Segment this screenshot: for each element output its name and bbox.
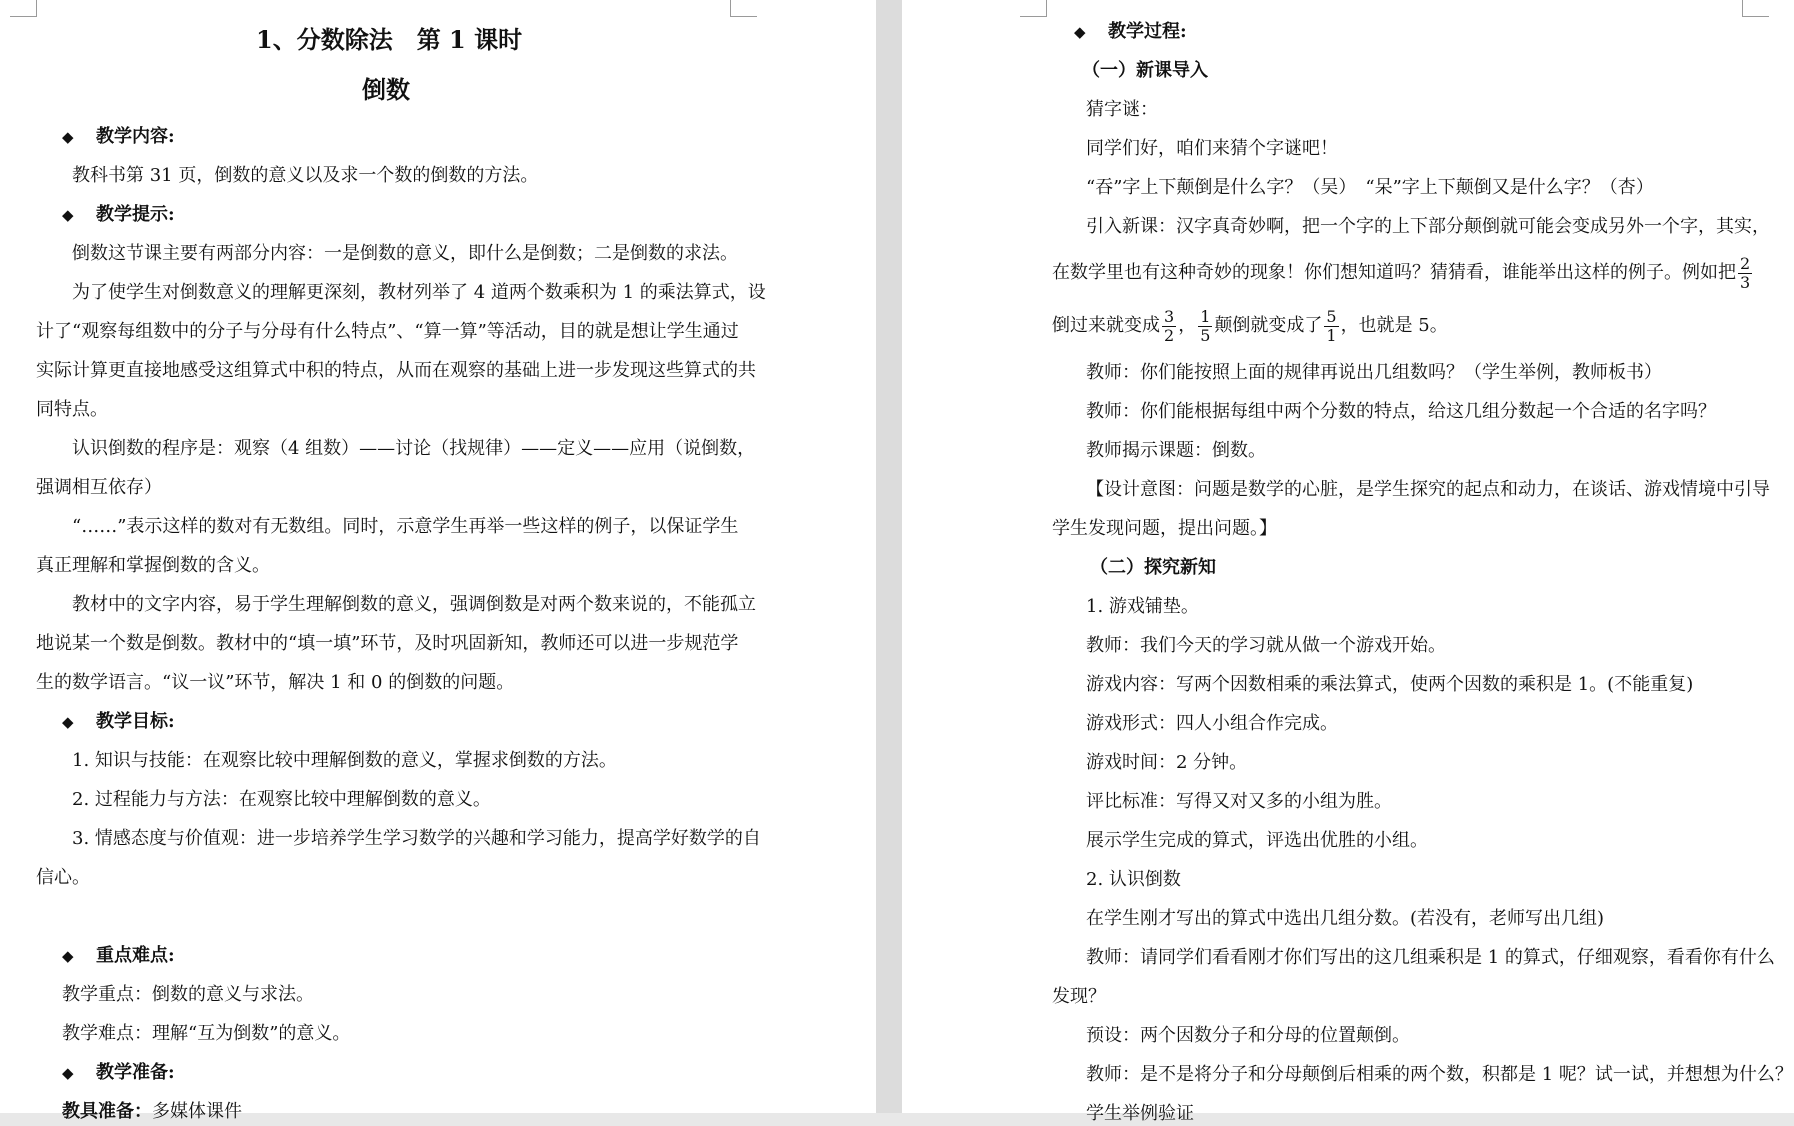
goal-item: 2. 过程能力与方法：在观察比较中理解倒数的意义。 — [72, 789, 491, 810]
paragraph: 发现？ — [1052, 986, 1106, 1007]
paragraph: 教师：你们能根据每组中两个分数的特点，给这几组分数起一个合适的名字吗？ — [1086, 401, 1716, 422]
paragraph: 预设：两个因数分子和分母的位置颠倒。 — [1086, 1025, 1410, 1046]
diamond-bullet-icon: ◆ — [62, 128, 74, 146]
paragraph: 为了使学生对倒数意义的理解更深刻，教材列举了 4 道两个数乘积为 1 的乘法算式，设 — [72, 282, 766, 303]
paragraph: 倒数这节课主要有两部分内容：一是倒数的意义，即什么是倒数；二是倒数的求法。 — [72, 243, 738, 264]
paragraph: 1. 游戏铺垫。 — [1086, 596, 1199, 617]
subsection-heading: （一）新课导入 — [1082, 60, 1208, 81]
left-page — [0, 0, 876, 1122]
paragraph: 游戏形式：四人小组合作完成。 — [1086, 713, 1338, 734]
paragraph: “吞”字上下颠倒是什么字？（吴） “呆”字上下颠倒又是什么字？（杏） — [1086, 177, 1654, 198]
section-heading-tips: ◆ 教学提示: — [62, 204, 175, 225]
goal-item: 1. 知识与技能：在观察比较中理解倒数的意义，掌握求倒数的方法。 — [72, 750, 617, 771]
goal-item: 信心。 — [36, 867, 90, 888]
paragraph: 评比标准：写得又对又多的小组为胜。 — [1086, 791, 1392, 812]
key-item: 教学重点：倒数的意义与求法。 — [62, 984, 314, 1005]
fraction: $\frac{3}{2}$ — [1164, 306, 1175, 345]
diamond-bullet-icon: ◆ — [62, 1064, 74, 1082]
paragraph: 同学们好，咱们来猜个字谜吧！ — [1086, 138, 1338, 159]
prep-item: 教具准备：多媒体课件 — [62, 1101, 242, 1122]
right-page — [902, 0, 1794, 1124]
paragraph: 实际计算更直接地感受这组算式中积的特点，从而在观察的基础上进一步发现这些算式的共 — [36, 360, 756, 381]
section-heading-content: ◆ 教学内容: — [62, 126, 175, 147]
paragraph: 教材中的文字内容，易于学生理解倒数的意义，强调倒数是对两个数来说的，不能孤立 — [72, 594, 756, 615]
paragraph: 强调相互依存） — [36, 477, 162, 498]
diamond-bullet-icon: ◆ — [62, 206, 74, 224]
paragraph: 教师：是不是将分子和分母颠倒后相乘的两个数，积都是 1 呢？试一试，并想想为什么？ — [1086, 1064, 1793, 1085]
paragraph: 教师：你们能按照上面的规律再说出几组数吗？（学生举例，教师板书） — [1086, 362, 1662, 383]
section-heading-process: ◆ 教学过程: — [1074, 21, 1187, 42]
paragraph: 教科书第 31 页，倒数的意义以及求一个数的倒数的方法。 — [72, 165, 539, 186]
paragraph: 教师揭示课题：倒数。 — [1086, 440, 1266, 461]
paragraph: 教师：请同学们看看刚才你们写出的这几组乘积是 1 的算式，仔细观察，看看你有什么 — [1086, 947, 1775, 968]
paragraph: 引入新课：汉字真奇妙啊，把一个字的上下部分颠倒就可能会变成另外一个字，其实， — [1086, 216, 1770, 237]
fraction: $\frac{5}{1}$ — [1326, 306, 1337, 345]
paragraph: 在学生刚才写出的算式中选出几组分数。(若没有，老师写出几组) — [1086, 908, 1605, 929]
page-gutter — [876, 0, 902, 1113]
section-heading-key: ◆ 重点难点: — [62, 945, 175, 966]
paragraph: 计了“观察每组数中的分子与分母有什么特点”、“算一算”等活动，目的就是想让学生通过 — [36, 321, 739, 342]
subsection-heading: （二）探究新知 — [1090, 557, 1216, 578]
diamond-bullet-icon: ◆ — [62, 947, 74, 965]
paragraph: 学生发现问题，提出问题。】 — [1052, 518, 1277, 539]
lesson-title: 1、分数除法 第 1 课时 — [256, 25, 523, 54]
paragraph: 真正理解和掌握倒数的含义。 — [36, 555, 270, 576]
diamond-bullet-icon: ◆ — [1074, 23, 1086, 41]
paragraph: 展示学生完成的算式，评选出优胜的小组。 — [1086, 830, 1428, 851]
paragraph: 【设计意图：问题是数学的心脏，是学生探究的起点和动力，在谈话、游戏情境中引导 — [1086, 479, 1770, 500]
paragraph: 学生举例验证 — [1086, 1103, 1194, 1124]
margin-corner-mark — [10, 0, 37, 17]
key-item: 教学难点：理解“互为倒数”的意义。 — [62, 1023, 351, 1044]
margin-corner-mark — [1742, 0, 1769, 17]
paragraph: 游戏时间：2 分钟。 — [1086, 752, 1248, 773]
paragraph: 游戏内容：写两个因数相乘的乘法算式，使两个因数的乘积是 1。(不能重复) — [1086, 674, 1694, 695]
paragraph: 教师：我们今天的学习就从做一个游戏开始。 — [1086, 635, 1446, 656]
goal-item: 3. 情感态度与价值观：进一步培养学生学习数学的兴趣和学习能力，提高学好数学的自 — [72, 828, 761, 849]
fraction: $\frac{1}{5}$ — [1200, 306, 1211, 345]
margin-corner-mark — [1020, 0, 1047, 17]
lesson-subtitle: 倒数 — [362, 75, 410, 104]
paragraph: 2. 认识倒数 — [1086, 869, 1181, 890]
paragraph-with-fraction: 在数学里也有这种奇妙的现象！你们想知道吗？猜猜看，谁能举出这样的例子。例如把 $\frac{2}{3}$ — [1052, 253, 1751, 292]
margin-corner-mark — [730, 0, 757, 17]
fraction: $\frac{2}{3}$ — [1740, 253, 1751, 292]
paragraph-with-fraction: 倒过来就变成 $\frac{3}{2}$ ， $\frac{1}{5}$ 颠倒就变成了 $\frac{5}{1}$ ，也就是 5。 — [1052, 306, 1448, 345]
section-heading-prep: ◆ 教学准备: — [62, 1062, 175, 1083]
paragraph: 同特点。 — [36, 399, 108, 420]
paragraph: 认识倒数的程序是：观察（4 组数）——讨论（找规律）——定义——应用（说倒数， — [72, 438, 756, 459]
paragraph: 生的数学语言。“议一议”环节，解决 1 和 0 的倒数的问题。 — [36, 672, 515, 693]
paragraph: 猜字谜： — [1086, 99, 1158, 120]
diamond-bullet-icon: ◆ — [62, 713, 74, 731]
paragraph: 地说某一个数是倒数。教材中的“填一填”环节，及时巩固新知，教师还可以进一步规范学 — [36, 633, 739, 654]
paragraph: “……”表示这样的数对有无数组。同时，示意学生再举一些这样的例子，以保证学生 — [72, 516, 739, 537]
section-heading-goals: ◆ 教学目标: — [62, 711, 175, 732]
